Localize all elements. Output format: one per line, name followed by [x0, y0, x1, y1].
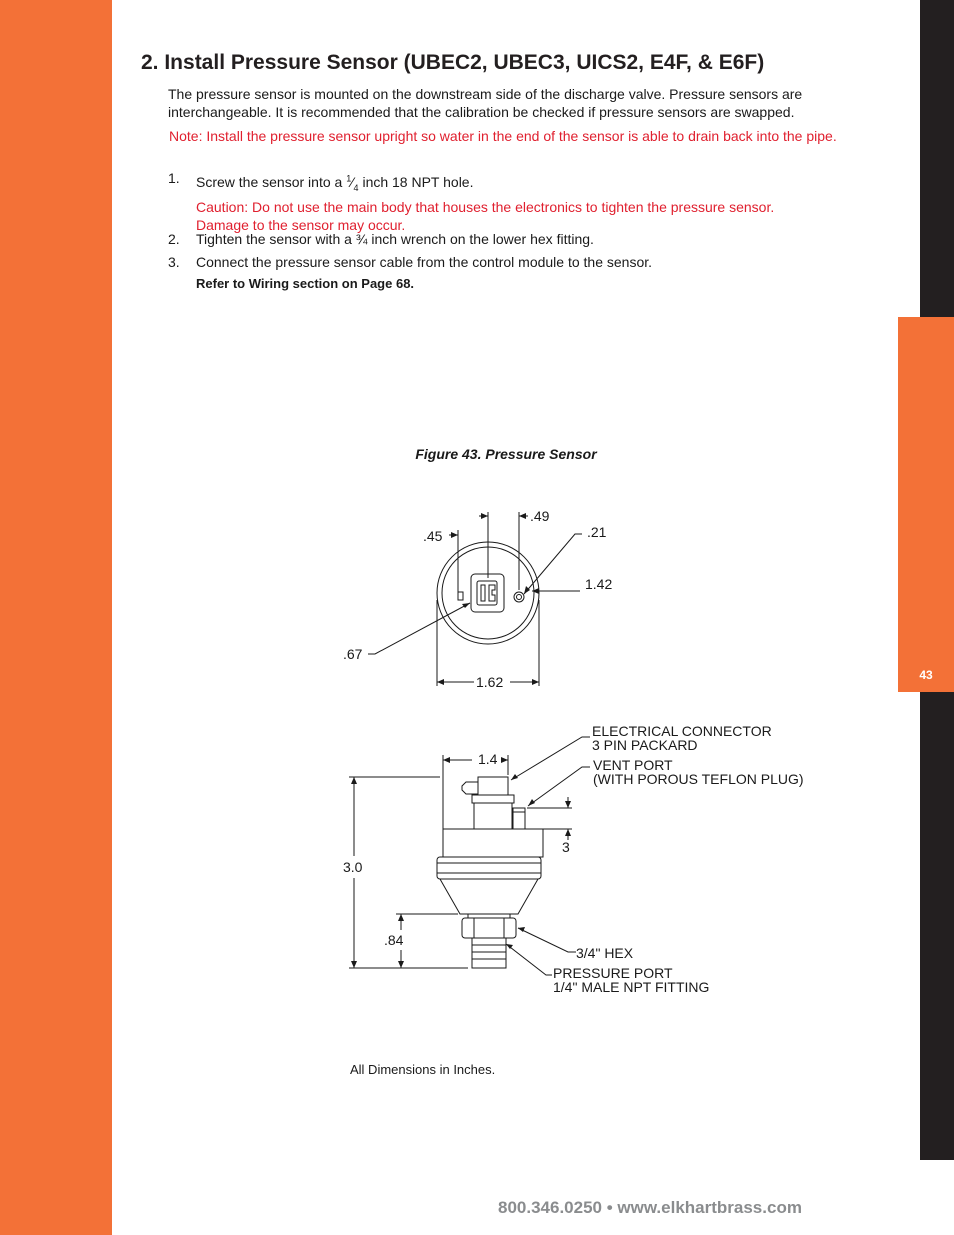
callout-label: 3/4" HEX — [576, 945, 634, 961]
step-number: 2. — [168, 231, 180, 247]
vent-port-inner — [517, 595, 522, 600]
leader-line — [506, 944, 552, 975]
section-title: 2. Install Pressure Sensor (UBEC2, UBEC3, UICS2, E4F, & E6F) — [141, 51, 765, 74]
step-text: Tighten the sensor with a ¾ inch wrench on the lower hex fitting. — [196, 231, 594, 247]
caution-text: Caution: Do not use the main body that houses the electronics to tighten the pressure sensor. Damage to the sensor may occur. — [196, 199, 775, 234]
latch-tab — [458, 592, 463, 600]
body-band — [437, 857, 541, 879]
dim-label: .84 — [384, 932, 404, 948]
connector-housing — [471, 574, 504, 612]
intro-paragraph: The pressure sensor is mounted on the downstream side of the discharge valve. Pressure sensors are interchangeable. It is recommended that the calibration be checked if pressure sensors are swapped. — [168, 86, 803, 120]
footer-contact: 800.346.0250 • www.elkhartbrass.com — [498, 1198, 802, 1217]
dimensions-note: All Dimensions in Inches. — [350, 1062, 496, 1077]
vent-port-nub — [513, 808, 525, 829]
top-view — [368, 512, 582, 686]
leader-line — [528, 767, 590, 806]
wiring-reference: Refer to Wiring section on Page 68. — [196, 276, 415, 291]
step-text: Screw the sensor into a $^1⁄_4$ inch 18 NPT hole. — [196, 173, 474, 193]
step-number: 3. — [168, 254, 180, 270]
dim-label: .21 — [587, 524, 607, 540]
page-number: 43 — [919, 668, 933, 682]
dim-label: 3.0 — [343, 859, 363, 875]
side-connector-top — [478, 777, 508, 795]
dim-label: .67 — [343, 646, 363, 662]
leader-line — [518, 928, 576, 952]
leader-line — [524, 534, 582, 594]
upper-body — [443, 829, 543, 857]
dim-label: .45 — [423, 528, 443, 544]
dim-label: 1.42 — [585, 576, 613, 592]
leader-line — [511, 737, 590, 780]
connector-collar — [472, 795, 514, 803]
dimension-labels — [343, 508, 804, 995]
dim-label: 3 — [562, 839, 570, 855]
tapered-body — [440, 879, 538, 914]
vent-port-outer — [514, 592, 524, 602]
step-text: Connect the pressure sensor cable from the control module to the sensor. — [196, 254, 653, 270]
callout-label: 1/4" MALE NPT FITTING — [553, 979, 710, 995]
hex-fitting — [462, 918, 516, 938]
fraction-denominator: 4 — [353, 182, 359, 193]
connector-neck — [474, 803, 512, 829]
connector-pin — [481, 585, 485, 601]
callout-label: (WITH POROUS TEFLON PLUG) — [593, 771, 804, 787]
step-number: 1. — [168, 170, 180, 186]
install-note: Note: Install the pressure sensor upright so water in the end of the sensor is able to drain back into the pipe. — [169, 128, 837, 144]
dim-label: .49 — [530, 508, 550, 524]
npt-fitting — [472, 938, 506, 968]
connector-key — [489, 585, 495, 601]
callout-label: 3 PIN PACKARD — [592, 737, 698, 753]
leader-line — [368, 603, 470, 654]
callout-label: VENT PORT — [593, 757, 673, 773]
callout-label: ELECTRICAL CONNECTOR — [592, 723, 772, 739]
dim-label: 1.62 — [476, 674, 504, 690]
callout-label: PRESSURE PORT — [553, 965, 673, 981]
side-latch — [462, 782, 478, 794]
fraction-numerator: 1 — [346, 173, 352, 183]
dim-label: 1.4 — [478, 751, 498, 767]
hex-collar — [468, 914, 510, 918]
figure-caption: Figure 43. Pressure Sensor — [415, 446, 597, 462]
